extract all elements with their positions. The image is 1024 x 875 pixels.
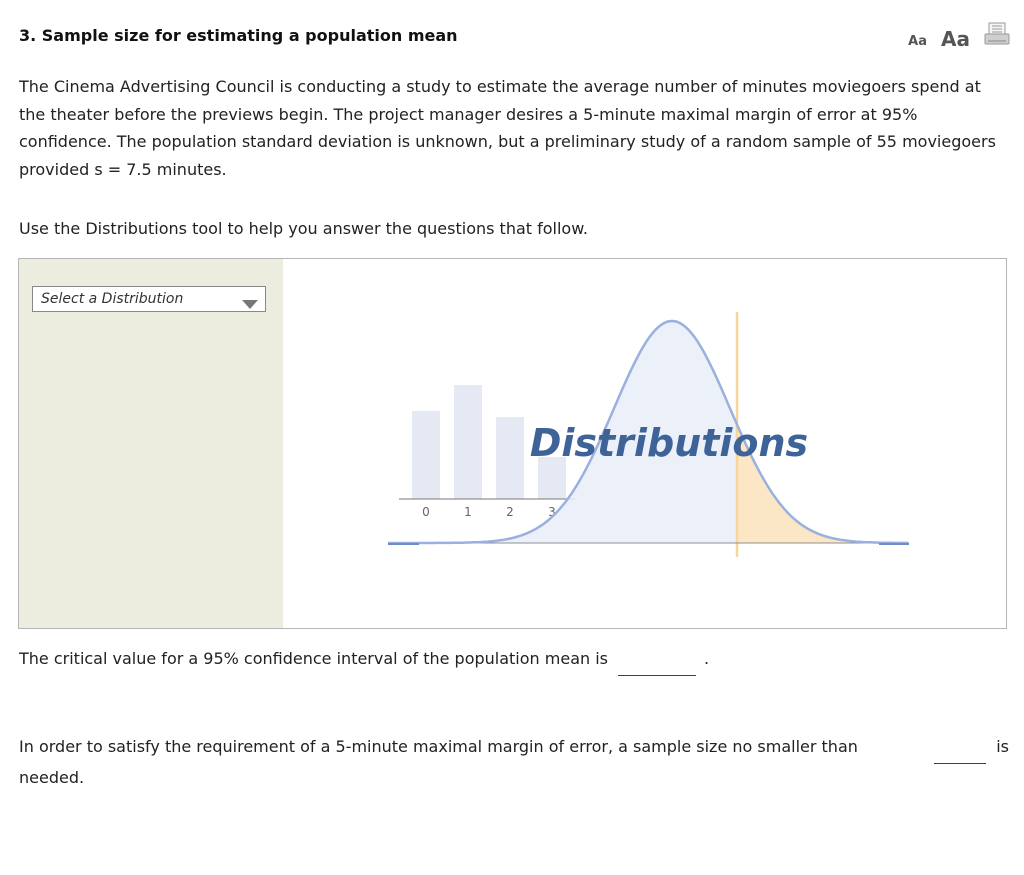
- histogram-bar: [496, 417, 524, 499]
- distributions-label: Distributions: [529, 421, 809, 465]
- axis-tick-label: 2: [506, 505, 514, 519]
- page-title: 3. Sample size for estimating a population mean: [19, 26, 458, 45]
- distributions-tool[interactable]: [18, 258, 1007, 629]
- critical-value-input[interactable]: [618, 655, 696, 676]
- question-critical-value-text: The critical value for a 95% confidence interval of the population mean is: [19, 649, 609, 668]
- problem-statement: The Cinema Advertising Council is conducting a study to estimate the average number of minutes moviegoers spend at the theater before the previews begin. The project manager desires a 5-minute maximal margin of error at 95% confidence. The population standard deviation is unknown, but a preliminary study of a random sample of 55 moviegoers provided s = 7.5 minutes.: [19, 77, 996, 179]
- tool-graphic-area: [283, 259, 1006, 632]
- font-size-small-button[interactable]: Aa: [908, 34, 928, 49]
- axis-tick-label: 3: [548, 505, 556, 519]
- question-sample-size-text: In order to satisfy the requirement of a 5-minute maximal margin of error, a sample size no smaller than: [19, 737, 858, 756]
- axis-tick-label: 0: [422, 505, 430, 519]
- question-sample-size-continuation: needed.: [19, 767, 85, 787]
- font-size-large-button[interactable]: Aa: [941, 27, 970, 51]
- histogram-bar: [412, 411, 440, 499]
- distribution-select[interactable]: [32, 286, 266, 312]
- tool-control-panel: [19, 259, 283, 628]
- question-critical-value: [19, 645, 709, 676]
- axis-tick-label: 1: [464, 505, 472, 519]
- print-icon[interactable]: [984, 22, 1010, 50]
- question-period: .: [704, 649, 710, 668]
- instruction-text: Use the Distributions tool to help you answer the questions that follow.: [19, 219, 588, 238]
- question-sample-size: [19, 733, 1009, 792]
- distribution-select-label: Select a Distribution: [41, 291, 184, 307]
- question-sample-size-end: is: [996, 737, 1009, 756]
- chevron-down-icon: [242, 295, 258, 314]
- histogram-bar: [454, 385, 482, 499]
- toolbar: [908, 22, 1010, 51]
- sample-size-input[interactable]: [934, 743, 986, 764]
